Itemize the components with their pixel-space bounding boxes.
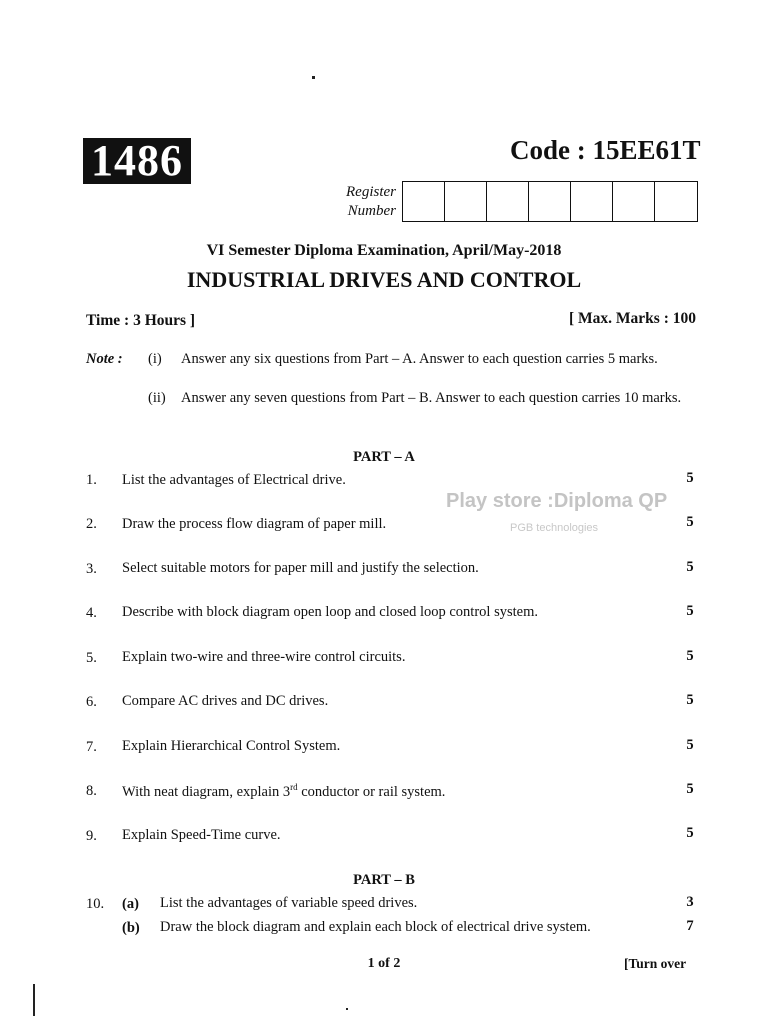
register-number-boxes[interactable] <box>402 181 698 222</box>
register-digit-box[interactable] <box>529 182 571 221</box>
question-marks: 5 <box>686 648 694 664</box>
part-a-heading: PART – A <box>353 449 415 465</box>
watermark-text: Play store :Diploma QP <box>446 490 668 512</box>
question-number: 3. <box>86 561 97 577</box>
register-digit-box[interactable] <box>571 182 613 221</box>
subquestion-label: (a) <box>122 896 139 912</box>
question-text <box>122 782 445 801</box>
scan-speck <box>312 76 315 79</box>
max-marks: [ Max. Marks : 100 <box>569 310 696 327</box>
scan-speck <box>346 1008 348 1010</box>
register-number-label <box>330 183 396 221</box>
question-text: Explain two-wire and three-wire control circuits. <box>122 649 406 665</box>
turn-over-label: [Turn over <box>624 956 687 971</box>
note-item-number: (i) <box>148 351 162 367</box>
page-number: 1 of 2 <box>367 956 401 971</box>
question-marks: 5 <box>686 470 694 486</box>
part-b-heading: PART – B <box>353 872 415 888</box>
question-number: 10. <box>86 896 105 912</box>
question-marks: 3 <box>686 894 694 910</box>
question-number: 7. <box>86 739 97 755</box>
question-text: Draw the process flow diagram of paper mill. <box>122 516 387 532</box>
question-marks: 5 <box>686 825 694 841</box>
register-digit-box[interactable] <box>445 182 487 221</box>
subquestion-text: List the advantages of variable speed drives. <box>160 895 418 911</box>
question-number: 2. <box>86 516 97 532</box>
question-number: 9. <box>86 828 97 844</box>
question-number: 4. <box>86 605 97 621</box>
subquestion-text: Draw the block diagram and explain each block of electrical drive system. <box>160 919 591 935</box>
note-label: Note : <box>86 351 123 367</box>
question-marks: 5 <box>686 559 694 575</box>
note-item-number: (ii) <box>148 390 166 406</box>
question-text: Explain Hierarchical Control System. <box>122 738 341 754</box>
paper-code: 1486 <box>83 138 191 184</box>
question-marks: 5 <box>686 692 694 708</box>
question-marks: 5 <box>686 781 694 797</box>
question-text: Describe with block diagram open loop and closed loop control system. <box>122 604 538 620</box>
question-text: List the advantages of Electrical drive. <box>122 472 346 488</box>
note-item <box>148 389 704 407</box>
note-item-text: Answer any six questions from Part – A. Answer to each question carries 5 marks. <box>181 351 658 367</box>
question-marks: 5 <box>686 514 694 530</box>
question-marks: 7 <box>686 918 694 934</box>
question-text-part: With neat diagram, explain 3 <box>122 783 291 800</box>
watermark-subtext: PGB technologies <box>510 522 599 534</box>
register-digit-box[interactable] <box>613 182 655 221</box>
subquestion-label: (b) <box>122 920 140 936</box>
register-label-line2: Number <box>347 203 396 219</box>
subject-title: INDUSTRIAL DRIVES AND CONTROL <box>186 267 582 292</box>
question-number: 5. <box>86 650 97 666</box>
register-digit-box[interactable] <box>403 182 445 221</box>
question-number: 1. <box>86 472 97 488</box>
ordinal-suffix: rd <box>290 782 298 792</box>
question-text: Select suitable motors for paper mill and justify the selection. <box>122 560 479 576</box>
question-number: 6. <box>86 694 97 710</box>
note-item-text: Answer any seven questions from Part – B. Answer to each question carries 10 marks. <box>181 390 682 406</box>
note-item <box>148 350 704 368</box>
subject-code: Code : 15EE61T <box>510 135 701 165</box>
register-digit-box[interactable] <box>487 182 529 221</box>
question-text: Compare AC drives and DC drives. <box>122 693 329 709</box>
question-text: Explain Speed-Time curve. <box>122 827 281 843</box>
register-digit-box[interactable] <box>655 182 697 221</box>
time-duration: Time : 3 Hours ] <box>86 312 196 329</box>
question-marks: 5 <box>686 737 694 753</box>
exam-title: VI Semester Diploma Examination, April/May-2018 <box>206 242 562 259</box>
question-text-part: conductor or rail system. <box>297 783 446 800</box>
register-label-line1: Register <box>346 184 396 200</box>
scan-line <box>33 984 35 1016</box>
question-number: 8. <box>86 783 97 799</box>
question-marks: 5 <box>686 603 694 619</box>
